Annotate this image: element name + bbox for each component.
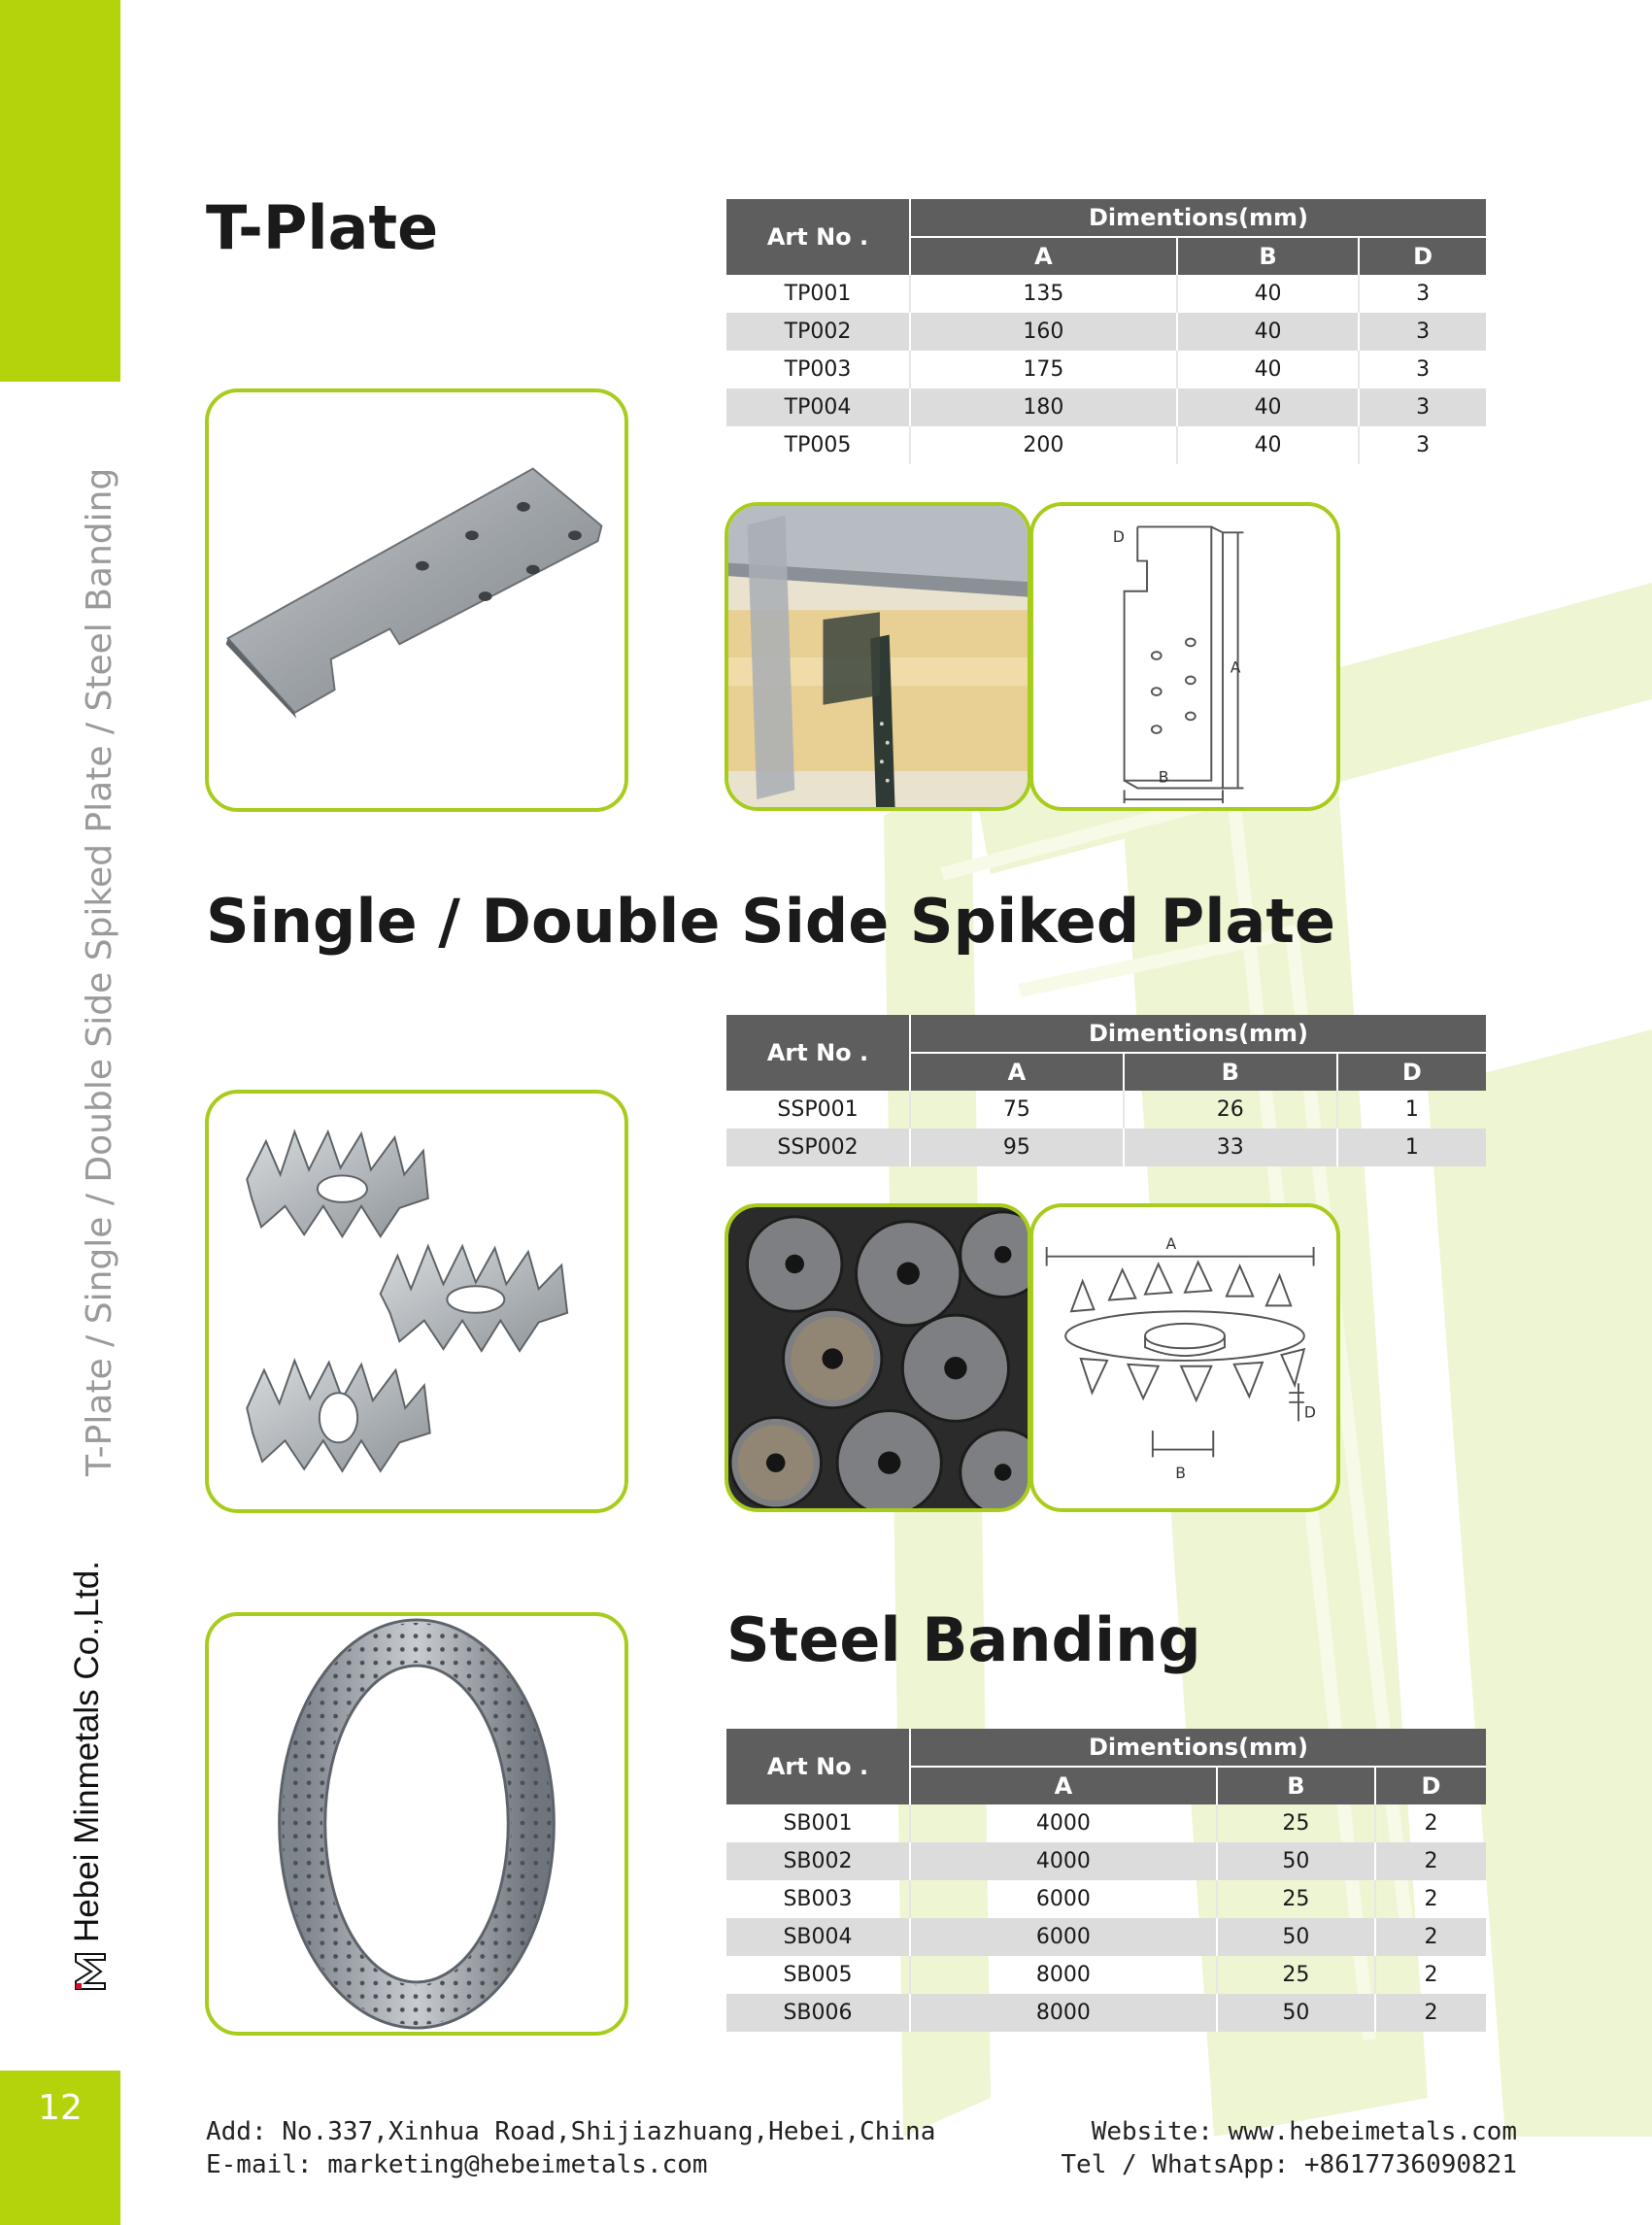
dimension-cell: 8000 [910, 1994, 1217, 2032]
table-row [726, 1804, 1486, 1842]
table-row [726, 388, 1486, 426]
col-header-b: B [1124, 1053, 1337, 1091]
diagram-label-a: A [1230, 658, 1241, 677]
dimension-cell: 4000 [910, 1842, 1217, 1880]
dims-header: Dimentions(mm) [910, 199, 1486, 237]
company-logo-icon [72, 1952, 107, 1991]
spiked-plate-dimension-diagram [1029, 1203, 1340, 1512]
dimension-cell: 50 [1217, 1994, 1375, 2032]
dimension-cell: 75 [910, 1091, 1124, 1129]
col-header-b: B [1177, 237, 1359, 275]
steel-banding-spec-table [726, 1729, 1486, 2032]
spiked-plate-product-image [205, 1090, 628, 1513]
dimension-cell: 2 [1375, 1842, 1486, 1880]
tplate-installation-image [725, 502, 1031, 811]
diagram-label-d: D [1303, 1403, 1316, 1422]
table-row [726, 426, 1486, 464]
art-no-cell: TP001 [784, 282, 852, 306]
artno-header: Art No . [726, 199, 910, 275]
dimension-cell: 50 [1217, 1918, 1375, 1956]
dims-header: Dimentions(mm) [910, 1015, 1486, 1053]
table-row [726, 351, 1486, 388]
tplate-spec-table [726, 199, 1486, 464]
table-row [726, 1956, 1486, 1994]
col-header-d: D [1359, 237, 1486, 275]
dimension-cell: 33 [1124, 1129, 1337, 1166]
dimension-cell: 2 [1375, 1956, 1486, 1994]
dimension-cell: 2 [1375, 1804, 1486, 1842]
diagram-label-b: B [1175, 1464, 1186, 1482]
col-header-d: D [1337, 1053, 1486, 1091]
art-no-cell: TP005 [784, 433, 852, 457]
table-row [726, 1918, 1486, 1956]
table-row [726, 1994, 1486, 2032]
table-row [726, 1842, 1486, 1880]
dimension-cell: 175 [910, 351, 1177, 388]
dimension-cell: 3 [1359, 388, 1486, 426]
dimension-cell: 6000 [910, 1918, 1217, 1956]
dimension-cell: 3 [1359, 351, 1486, 388]
dimension-cell: 4000 [910, 1804, 1217, 1842]
col-header-b: B [1217, 1767, 1375, 1804]
table-row [726, 275, 1486, 313]
art-no-cell: SSP001 [777, 1097, 859, 1122]
art-no-cell: SB001 [783, 1811, 853, 1836]
col-header-a: A [910, 1053, 1124, 1091]
vertical-company-name [68, 1486, 111, 1991]
diagram-label-b: B [1158, 768, 1169, 787]
table-row [726, 1129, 1486, 1166]
table-row [726, 1880, 1486, 1918]
dimension-cell: 1 [1337, 1129, 1486, 1166]
dimension-cell: 180 [910, 388, 1177, 426]
spiked-plate-title: Single / Double Side Spiked Plate [206, 886, 1336, 957]
dimension-cell: 160 [910, 313, 1177, 351]
footer-email[interactable]: E-mail: marketing@hebeimetals.com [206, 2150, 708, 2179]
dimension-cell: 25 [1217, 1804, 1375, 1842]
dimension-cell: 25 [1217, 1880, 1375, 1918]
dimension-cell: 2 [1375, 1880, 1486, 1918]
dimension-cell: 40 [1177, 313, 1359, 351]
dimension-cell: 8000 [910, 1956, 1217, 1994]
spiked-plate-spec-table [726, 1015, 1486, 1166]
diagram-label-a: A [1165, 1234, 1177, 1253]
table-row [726, 1091, 1486, 1129]
art-no-cell: SB004 [726, 1918, 910, 1956]
art-no-cell: TP003 [784, 357, 852, 382]
diagram-label-d: D [1112, 528, 1125, 547]
art-no-cell: SB003 [783, 1887, 853, 1911]
dimension-cell: 40 [1177, 388, 1359, 426]
dimension-cell: 40 [1177, 275, 1359, 313]
dimension-cell: 3 [1359, 275, 1486, 313]
page-number: 12 [38, 2088, 83, 2128]
dimension-cell: 95 [910, 1129, 1124, 1166]
steel-banding-product-image [205, 1612, 628, 2036]
company-name-text: Hebei Minmetals Co.,Ltd. [68, 1561, 106, 1942]
steel-banding-title: Steel Banding [726, 1604, 1201, 1675]
dimension-cell: 3 [1359, 426, 1486, 464]
art-no-cell: SB002 [726, 1842, 910, 1880]
dimension-cell: 50 [1217, 1842, 1375, 1880]
footer-website[interactable]: Website: www.hebeimetals.com [1091, 2117, 1517, 2146]
dimension-cell: 26 [1124, 1091, 1337, 1129]
dims-header: Dimentions(mm) [910, 1729, 1486, 1767]
dimension-cell: 135 [910, 275, 1177, 313]
artno-header: Art No . [726, 1015, 910, 1091]
art-no-cell: SB006 [726, 1994, 910, 2032]
dimension-cell: 2 [1375, 1994, 1486, 2032]
footer-address: Add: No.337,Xinhua Road,Shijiazhuang,Hebei,China [206, 2117, 936, 2146]
sidebar-accent-top [0, 0, 120, 382]
tplate-product-image [205, 388, 628, 812]
table-row [726, 313, 1486, 351]
dimension-cell: 6000 [910, 1880, 1217, 1918]
col-header-a: A [910, 237, 1177, 275]
dimension-cell: 40 [1177, 426, 1359, 464]
dimension-cell: 200 [910, 426, 1177, 464]
tplate-title: T-Plate [206, 192, 439, 263]
tplate-dimension-diagram [1029, 502, 1340, 811]
spiked-plate-pile-image [725, 1203, 1031, 1512]
footer-phone: Tel / WhatsApp: +8617736090821 [1061, 2150, 1517, 2179]
dimension-cell: 3 [1359, 313, 1486, 351]
artno-header: Art No . [726, 1729, 910, 1804]
vertical-section-title: T-Plate / Single / Double Side Spiked Plate / Steel Banding [80, 467, 119, 1476]
page-footer [206, 2115, 1517, 2181]
col-header-a: A [910, 1767, 1217, 1804]
art-no-cell: TP002 [726, 313, 910, 351]
dimension-cell: 25 [1217, 1956, 1375, 1994]
dimension-cell: 1 [1337, 1091, 1486, 1129]
col-header-d: D [1375, 1767, 1486, 1804]
dimension-cell: 2 [1375, 1918, 1486, 1956]
dimension-cell: 40 [1177, 351, 1359, 388]
art-no-cell: TP004 [726, 388, 910, 426]
art-no-cell: SB005 [783, 1963, 853, 1987]
art-no-cell: SSP002 [726, 1129, 910, 1166]
